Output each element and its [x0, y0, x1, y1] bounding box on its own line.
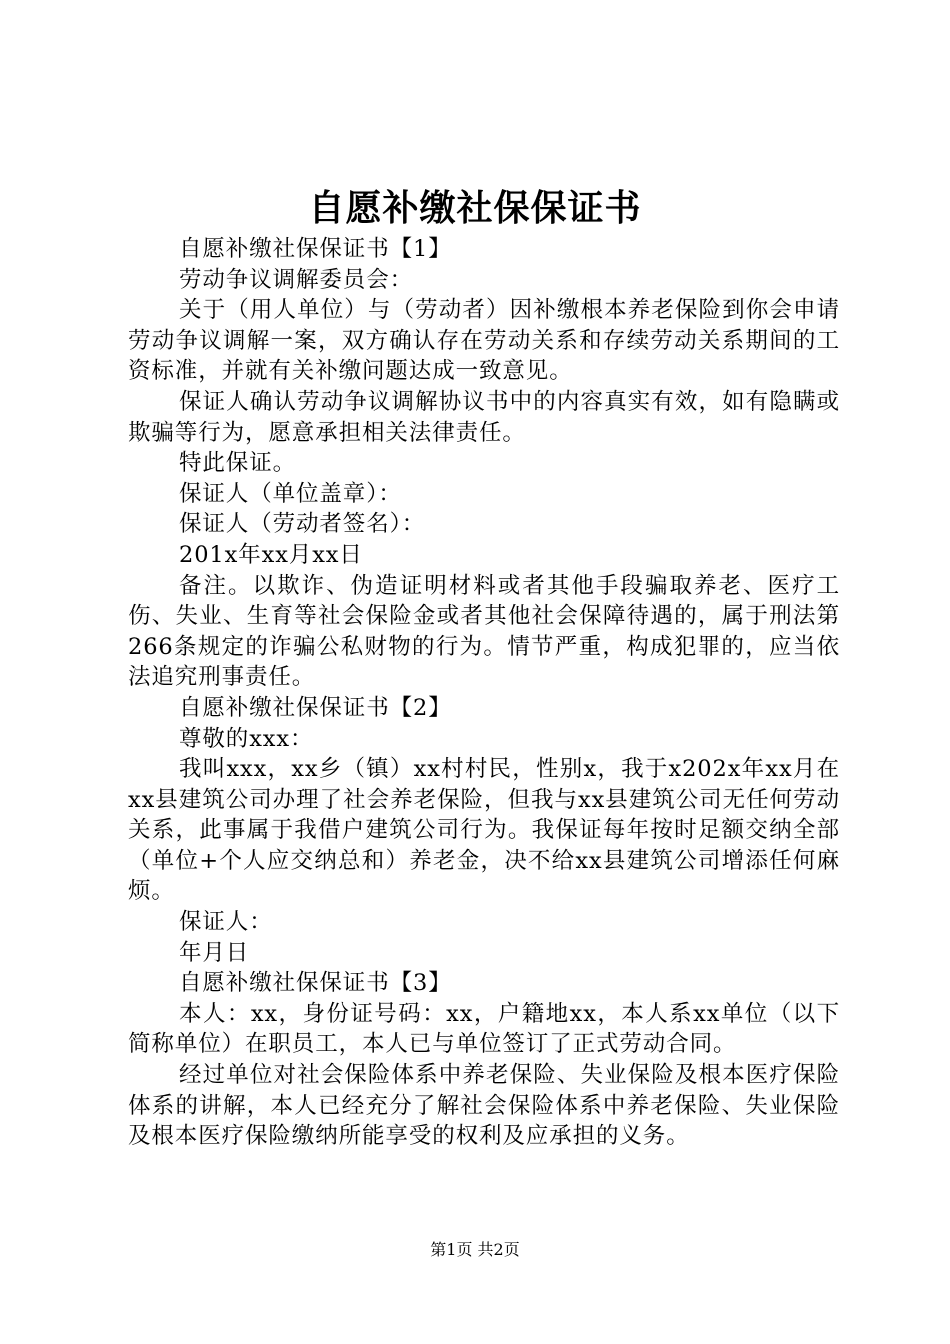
page-footer: 第1页 共2页	[430, 1240, 520, 1259]
signature-line-unit: 保证人（单位盖章）：	[179, 480, 402, 507]
signature-line-worker: 保证人（劳动者签名）：	[179, 511, 426, 538]
document-title: 自愿补缴社保保证书	[308, 188, 642, 229]
salutation: 尊敬的xxx：	[179, 725, 314, 752]
paragraph: 我叫xxx，xx乡（镇）xx村村民，性别x，我于x202x年xx月在xx县建筑公司办理了社会养老保险，但我与xx县建筑公司无任何劳动关系，此事属于我借户建筑公司行为。我保证每年按时足额交纳全部（单位+个人应交纳总和）养老金，决不给xx县建筑公司增添任何麻烦。	[128, 756, 840, 905]
note-paragraph: 备注。以欺诈、伪造证明材料或者其他手段骗取养老、医疗工伤、失业、生育等社会保险金或者其他社会保障待遇的，属于刑法第266条规定的诈骗公私财物的行为。情节严重，构成犯罪的，应当依法追究刑事责任。	[128, 572, 840, 691]
paragraph: 经过单位对社会保险体系中养老保险、失业保险及根本医疗保险体系的讲解，本人已经充分了解社会保险体系中养老保险、失业保险及根本医疗保险缴纳所能享受的权利及应承担的义务。	[128, 1062, 840, 1150]
section-heading-2: 自愿补缴社保保证书【2】	[179, 694, 452, 721]
section-heading-3: 自愿补缴社保保证书【3】	[179, 970, 452, 997]
date-line: 201x年xx月xx日	[179, 541, 363, 568]
date-line: 年月日	[179, 939, 250, 966]
paragraph: 关于（用人单位）与（劳动者）因补缴根本养老保险到你会申请劳动争议调解一案，双方确认存在劳动关系和存续劳动关系期间的工资标准，并就有关补缴问题达成一致意见。	[128, 297, 840, 385]
section-heading-1: 自愿补缴社保保证书【1】	[179, 236, 452, 262]
document-body	[128, 234, 840, 1152]
signature-line: 保证人：	[179, 909, 273, 936]
paragraph: 保证人确认劳动争议调解协议书中的内容真实有效，如有隐瞒或欺骗等行为，愿意承担相关法律责任。	[128, 388, 840, 446]
salutation: 劳动争议调解委员会：	[179, 266, 414, 293]
paragraph: 本人：xx，身份证号码：xx，户籍地xx，本人系xx单位（以下简称单位）在职员工，本人已与单位签订了正式劳动合同。	[128, 1000, 840, 1058]
paragraph: 特此保证。	[179, 450, 297, 477]
